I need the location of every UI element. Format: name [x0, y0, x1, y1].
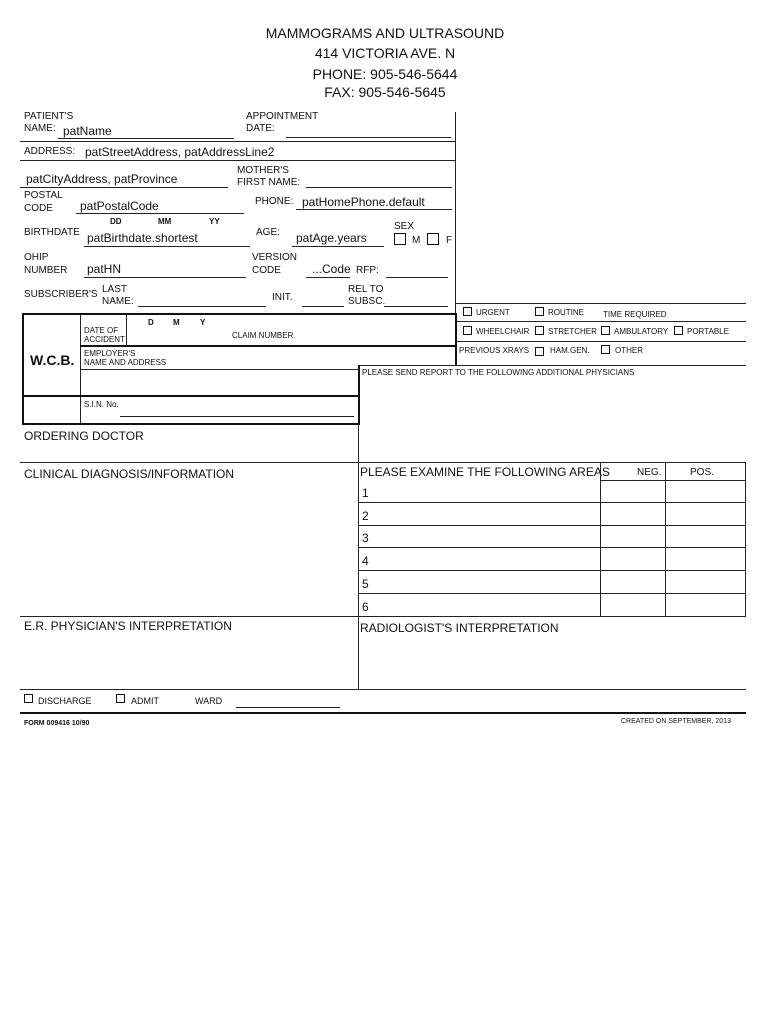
examine-areas-label: PLEASE EXAMINE THE FOLLOWING AREAS [360, 465, 610, 479]
appointment-label-2: DATE: [246, 123, 275, 134]
area-row-2: 2 [362, 509, 369, 523]
clinical-diagnosis-label: CLINICAL DIAGNOSIS/INFORMATION [24, 467, 235, 481]
clinic-address: 414 VICTORIA AVE. N [314, 45, 456, 61]
ohip-label-2: NUMBER [24, 265, 68, 276]
routine-checkbox[interactable] [535, 307, 544, 316]
ordering-doctor-label: ORDERING DOCTOR [24, 429, 144, 443]
version-code-field[interactable]: ...Code [312, 262, 351, 276]
discharge-checkbox[interactable] [24, 694, 33, 703]
wcb-label: W.C.B. [30, 352, 75, 368]
urgent-label: URGENT [476, 308, 510, 317]
sex-f-label: F [446, 235, 453, 246]
subscriber-label: SUBSCRIBER'S [24, 289, 98, 300]
sin-label: S.I.N. No. [84, 400, 119, 409]
city-province-field[interactable]: patCityAddress, patProvince [26, 172, 178, 186]
rel-label-2: SUBSC. [348, 296, 386, 307]
ambulatory-checkbox[interactable] [601, 326, 610, 335]
version-label-2: CODE [252, 265, 281, 276]
pos-header: POS. [690, 467, 714, 478]
name-label-1: PATIENT'S [24, 111, 74, 122]
phone-field[interactable]: patHomePhone.default [302, 195, 425, 209]
claim-number-label: CLAIM NUMBER [232, 331, 294, 340]
er-interpretation-label: E.R. PHYSICIAN'S INTERPRETATION [24, 619, 232, 633]
init-label: INIT. [272, 292, 293, 303]
employer-label-1: EMPLOYER'S [84, 349, 136, 358]
previous-xrays-label: PREVIOUS XRAYS [459, 346, 530, 355]
init-field[interactable] [302, 306, 344, 307]
mother-name-field[interactable] [306, 187, 452, 188]
sex-m-label: M [412, 235, 421, 246]
routine-label: ROUTINE [548, 308, 584, 317]
date-accident-label-2: ACCIDENT [84, 335, 125, 344]
ohip-label-1: OHIP [24, 252, 49, 263]
ham-gen-checkbox[interactable] [535, 347, 544, 356]
rfp-label: RFP: [356, 265, 379, 276]
rfp-field[interactable] [386, 277, 448, 278]
postal-code-field[interactable]: patPostalCode [80, 199, 159, 213]
clinic-phone: PHONE: 905-546-5644 [312, 66, 458, 82]
yy-label: YY [209, 217, 220, 226]
stretcher-label: STRETCHER [548, 327, 597, 336]
wcb-y-label: Y [200, 318, 206, 327]
mother-label-1: MOTHER'S [237, 165, 289, 176]
created-date: CREATED ON SEPTEMBER, 2013 [621, 718, 731, 725]
appointment-date-field[interactable] [286, 137, 451, 138]
wheelchair-label: WHEELCHAIR [476, 327, 530, 336]
patient-name-field[interactable]: patName [63, 124, 112, 138]
area-row-6: 6 [362, 600, 369, 614]
sex-label: SEX [394, 221, 415, 232]
neg-header: NEG. [637, 467, 662, 478]
wcb-m-label: M [173, 318, 180, 327]
mm-label: MM [158, 217, 172, 226]
last-name-label-1: LAST [102, 284, 128, 295]
last-name-field[interactable] [138, 306, 266, 307]
radiologist-interpretation-label: RADIOLOGIST'S INTERPRETATION [360, 621, 559, 635]
clinic-title: MAMMOGRAMS AND ULTRASOUND [265, 25, 505, 41]
age-label: AGE: [256, 227, 280, 238]
dd-label: DD [110, 217, 122, 226]
discharge-label: DISCHARGE [38, 696, 92, 706]
relation-field[interactable] [384, 306, 448, 307]
other-label: OTHER [615, 346, 643, 355]
form-number: FORM 009416 10/90 [24, 720, 90, 727]
birthdate-field[interactable]: patBirthdate.shortest [87, 231, 198, 245]
area-row-5: 5 [362, 577, 369, 591]
sex-m-checkbox[interactable] [394, 233, 406, 245]
stretcher-checkbox[interactable] [535, 326, 544, 335]
area-row-1: 1 [362, 486, 369, 500]
sin-field[interactable] [120, 416, 354, 417]
postal-label-1: POSTAL [24, 190, 63, 201]
clinic-fax: FAX: 905-546-5645 [324, 84, 446, 100]
last-name-label-2: NAME: [102, 296, 134, 307]
version-label-1: VERSION [252, 252, 298, 263]
admit-label: ADMIT [131, 696, 159, 706]
ohip-number-field[interactable]: patHN [87, 262, 122, 276]
employer-address-field[interactable] [80, 369, 358, 370]
area-row-3: 3 [362, 531, 369, 545]
ward-field[interactable] [236, 707, 340, 708]
age-field[interactable]: patAge.years [296, 231, 367, 245]
wheelchair-checkbox[interactable] [463, 326, 472, 335]
mother-label-2: FIRST NAME: [237, 177, 301, 188]
postal-label-2: CODE [24, 203, 53, 214]
portable-checkbox[interactable] [674, 326, 683, 335]
address-label: ADDRESS: [24, 146, 76, 157]
admit-checkbox[interactable] [116, 694, 125, 703]
ward-label: WARD [195, 696, 223, 706]
date-accident-label-1: DATE OF [84, 326, 119, 335]
rel-label-1: REL TO [348, 284, 384, 295]
area-row-4: 4 [362, 554, 369, 568]
phone-label: PHONE: [255, 196, 294, 207]
sex-f-checkbox[interactable] [427, 233, 439, 245]
appointment-label-1: APPOINTMENT [246, 111, 319, 122]
ambulatory-label: AMBULATORY [614, 327, 669, 336]
portable-label: PORTABLE [687, 327, 729, 336]
time-required-label: TIME REQUIRED [603, 310, 667, 319]
send-report-label: PLEASE SEND REPORT TO THE FOLLOWING ADDITIONAL PHYSICIANS [362, 368, 635, 377]
employer-label-2: NAME AND ADDRESS [84, 358, 167, 367]
birthdate-label: BIRTHDATE [24, 227, 80, 238]
ham-gen-label: HAM.GEN. [550, 346, 590, 355]
name-label-2: NAME: [24, 123, 56, 134]
urgent-checkbox[interactable] [463, 307, 472, 316]
other-checkbox[interactable] [601, 345, 610, 354]
wcb-d-label: D [148, 318, 154, 327]
address-field[interactable]: patStreetAddress, patAddressLine2 [85, 145, 275, 159]
